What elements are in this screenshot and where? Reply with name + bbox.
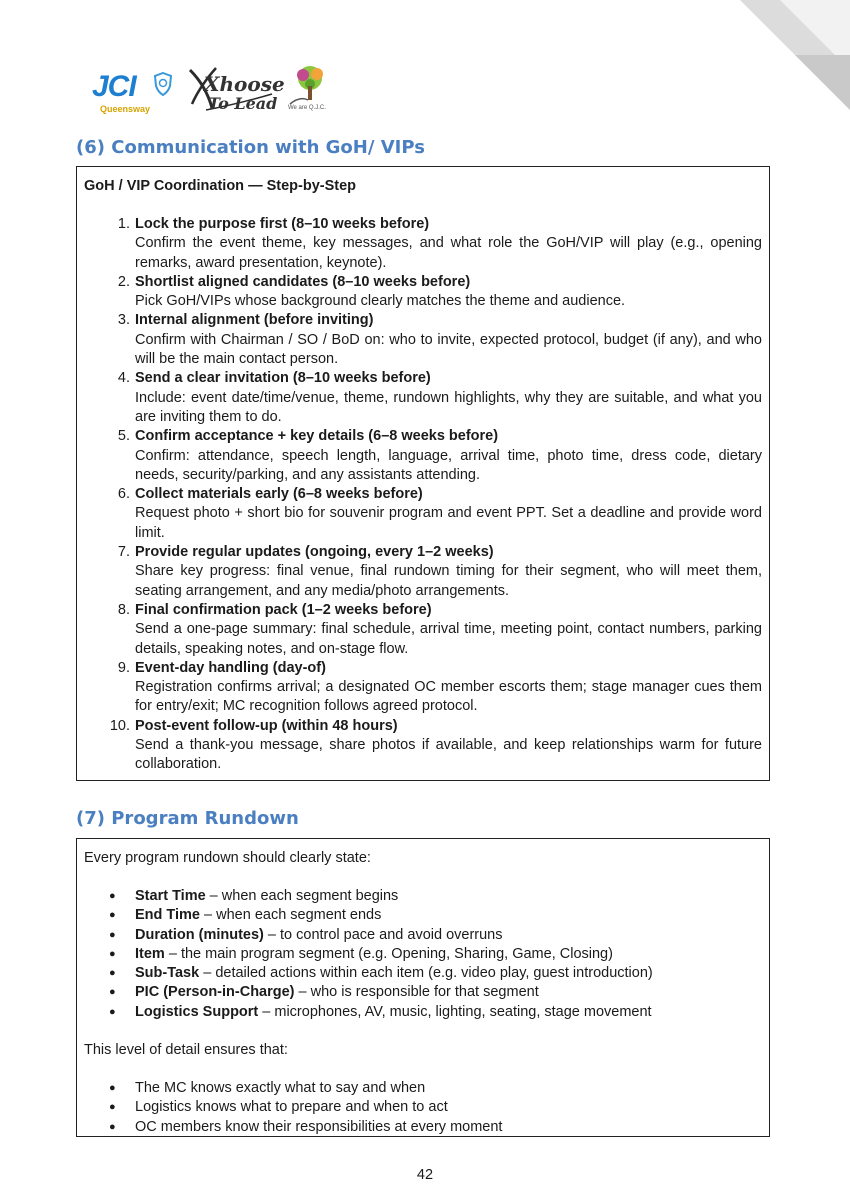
field-description: – the main program segment (e.g. Opening, Sharing, Game, Closing) — [164, 945, 613, 962]
list-item — [84, 945, 762, 964]
step-item — [84, 311, 762, 369]
list-item — [84, 1003, 762, 1022]
jci-queensway-logo — [88, 66, 184, 114]
step-title: Collect materials early (6–8 weeks before) — [135, 486, 423, 503]
step-description: Confirm: attendance, speech length, language, arrival time, photo time, dress code, dietary needs, security/parking, and any assistants attending. — [135, 447, 762, 483]
step-item — [84, 659, 762, 717]
field-term: Duration (minutes) — [135, 926, 264, 943]
list-item — [84, 983, 762, 1002]
step-description: Pick GoH/VIPs whose background clearly matches the theme and audience. — [135, 293, 626, 310]
section-6-title: (6) Communication with GoH/ VIPs — [76, 137, 425, 158]
tree-icon — [286, 64, 334, 106]
step-item — [84, 543, 762, 601]
page-corner-decoration — [740, 0, 850, 110]
step-title: Post-event follow-up (within 48 hours) — [135, 717, 398, 734]
step-number: 3. — [117, 312, 130, 329]
list-item — [84, 926, 762, 945]
page-number: 42 — [416, 1167, 434, 1183]
step-description: Share key progress: final venue, final rundown timing for their segment, who will meet them, seating arrangement, and any media/photo arrangements. — [135, 563, 762, 599]
step-title: Lock the purpose first (8–10 weeks before) — [135, 216, 430, 232]
step-number: 6. — [117, 486, 130, 503]
choose-logo-line2: To Lead — [208, 94, 278, 113]
step-item — [84, 369, 762, 427]
coordination-heading: GoH / VIP Coordination — Step-by-Step — [84, 178, 357, 194]
step-title: Final confirmation pack (1–2 weeks before) — [135, 601, 432, 618]
jci-shield-icon — [154, 72, 172, 96]
step-item — [84, 601, 762, 659]
list-item — [84, 887, 762, 906]
step-item — [84, 273, 762, 312]
step-title: Event-day handling (day-of) — [135, 659, 326, 676]
list-item: ● OC members know their responsibilities at every moment — [84, 1118, 762, 1137]
step-description: Request photo + short bio for souvenir program and event PPT. Set a deadline and provide word limit. — [135, 505, 762, 541]
step-item — [84, 427, 762, 485]
we-are-qjc-logo — [286, 64, 334, 114]
step-number: 2. — [117, 273, 130, 290]
step-number: 4. — [117, 370, 130, 387]
step-description: Send a one-page summary: final schedule, arrival time, meeting point, contact numbers, parking details, speaking notes, and on-stage flow. — [135, 621, 762, 657]
step-number: 5. — [117, 428, 130, 445]
jci-logo-subtext: Queensway — [100, 104, 151, 114]
step-title: Send a clear invitation (8–10 weeks before) — [135, 370, 431, 387]
step-title: Shortlist aligned candidates (8–10 weeks before) — [135, 273, 471, 290]
choose-logo-line1: Xhoose — [204, 72, 285, 96]
list-item: ● The MC knows exactly what to say and when — [84, 1079, 762, 1098]
list-item: ● Logistics knows what to prepare and when to act — [84, 1098, 762, 1117]
choose-to-lead-logo — [186, 64, 285, 114]
program-rundown-box — [76, 838, 770, 1137]
field-term: End Time — [135, 907, 200, 924]
list-item — [84, 906, 762, 925]
ensures-list — [84, 1079, 762, 1137]
field-description: – when each segment begins — [205, 888, 399, 904]
step-description: Confirm the event theme, key messages, and what role the GoH/VIP will play (e.g., opening remarks, award presentation, keynote). — [135, 235, 762, 271]
header-logos — [88, 60, 348, 116]
rundown-fields-list — [84, 887, 762, 1022]
jci-logo-text: JCI — [92, 70, 136, 103]
step-number: 10. — [109, 717, 130, 734]
step-description: Send a thank-you message, share photos if available, and keep relationships warm for future collaboration. — [135, 737, 762, 773]
step-title: Confirm acceptance + key details (6–8 weeks before) — [135, 428, 499, 445]
field-description: – when each segment ends — [200, 907, 382, 924]
step-description: Include: event date/time/venue, theme, rundown highlights, why they are suitable, and what you are inviting them to do. — [135, 389, 762, 425]
goh-vip-coordination-box — [76, 166, 770, 781]
step-number: 7. — [117, 544, 130, 561]
section-7-title: (7) Program Rundown — [76, 808, 299, 829]
rundown-intro: Every program rundown should clearly state: — [84, 850, 371, 866]
ensures-intro: This level of detail ensures that: — [84, 1042, 288, 1059]
field-description: – who is responsible for that segment — [294, 984, 539, 1001]
coordination-steps-list — [84, 215, 762, 775]
step-number: 9. — [117, 659, 130, 676]
step-title: Provide regular updates (ongoing, every 1–2 weeks) — [135, 544, 494, 561]
list-item — [84, 964, 762, 983]
step-title: Internal alignment (before inviting) — [135, 312, 374, 329]
step-description: Confirm with Chairman / SO / BoD on: who to invite, expected protocol, budget (if any), and who will be the main contact person. — [135, 331, 762, 368]
step-item — [84, 215, 762, 273]
field-term: Start Time — [135, 888, 206, 904]
we-logo-text: We are Q.J.C. — [288, 105, 326, 111]
field-description: – to control pace and avoid overruns — [263, 926, 503, 943]
field-description: – microphones, AV, music, lighting, seating, stage movement — [258, 1003, 652, 1020]
field-description: – detailed actions within each item (e.g. video play, guest introduction) — [199, 965, 653, 982]
field-term: Logistics Support — [135, 1003, 259, 1020]
step-item — [84, 485, 762, 543]
field-term: PIC (Person-in-Charge) — [135, 984, 295, 1001]
field-term: Item — [135, 945, 165, 962]
step-number: 8. — [117, 601, 130, 618]
step-item — [84, 717, 762, 775]
step-description: Registration confirms arrival; a designated OC member escorts them; stage manager cues them for entry/exit; MC recognition follows agreed protocol. — [135, 679, 762, 715]
field-term: Sub-Task — [135, 965, 200, 982]
step-number: 1. — [117, 216, 130, 232]
